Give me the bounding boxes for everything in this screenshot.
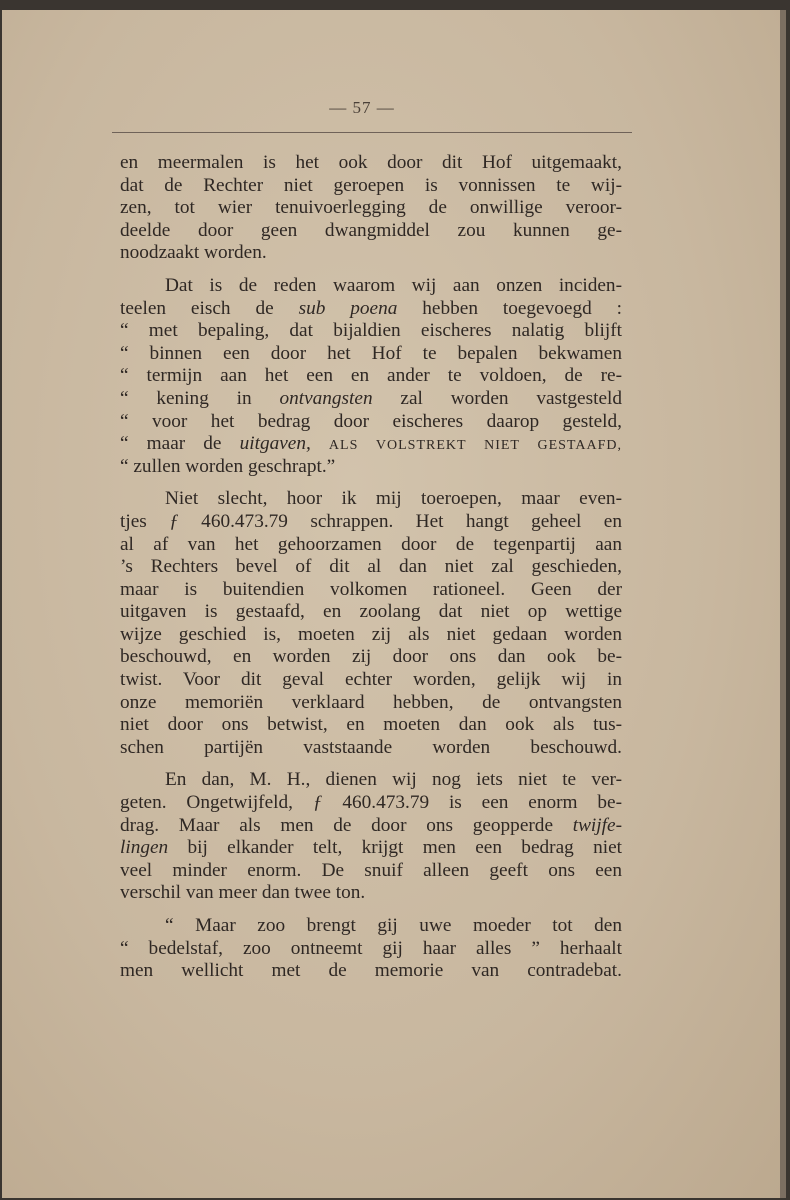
text-line: tjes ƒ 460.473.79 schrappen. Het hangt geheel en bbox=[120, 510, 622, 532]
text-line: Niet slecht, hoor ik mij toeroepen, maar even- bbox=[165, 488, 622, 510]
text-line: “ kening in ontvangsten zal worden vastgesteld bbox=[120, 387, 622, 409]
text-line: noodzaakt worden. bbox=[120, 242, 267, 264]
text-line: maar is buitendien volkomen rationeel. Geen der bbox=[120, 578, 622, 600]
text-line: drag. Maar als men de door ons geopperde twijfe- bbox=[120, 814, 622, 836]
header-rule bbox=[112, 132, 632, 133]
paragraph-1 bbox=[120, 152, 622, 265]
text-line: uitgaven is gestaafd, en zoolang dat niet op wettige bbox=[120, 601, 622, 623]
paragraph-5 bbox=[120, 915, 622, 983]
book-page bbox=[2, 10, 786, 1198]
text-line: “ maar de uitgaven, ALS VOLSTREKT NIET GESTAAFD, bbox=[120, 433, 622, 455]
paragraph-2 bbox=[120, 275, 622, 478]
text-line: En dan, M. H., dienen wij nog iets niet te ver- bbox=[165, 769, 622, 791]
text-line: “ binnen een door het Hof te bepalen bekwamen bbox=[120, 342, 622, 364]
text-line: al af van het gehoorzamen door de tegenpartij aan bbox=[120, 533, 622, 555]
text-line: zen, tot wier tenuivoerlegging de onwillige veroor- bbox=[120, 197, 622, 219]
text-line: ’s Rechters bevel of dit al dan niet zal geschieden, bbox=[120, 556, 622, 578]
text-line: “ zullen worden geschrapt.” bbox=[120, 455, 336, 477]
paragraph-3 bbox=[120, 488, 622, 759]
text-line: teelen eisch de sub poena hebben toegevoegd : bbox=[120, 297, 622, 319]
text-line: en meermalen is het ook door dit Hof uitgemaakt, bbox=[120, 152, 622, 173]
text-line: schen partijën vaststaande worden beschouwd. bbox=[120, 736, 622, 758]
text-line: lingen bij elkander telt, krijgt men een bedrag niet bbox=[120, 837, 622, 859]
text-line: Dat is de reden waarom wij aan onzen inciden- bbox=[165, 274, 622, 296]
text-line: “ voor het bedrag door eischeres daarop gesteld, bbox=[120, 410, 622, 432]
text-line: “ Maar zoo brengt gij uwe moeder tot den bbox=[165, 915, 622, 936]
text-line: wijze geschied is, moeten zij als niet gedaan worden bbox=[120, 623, 622, 645]
text-line: beschouwd, en worden zij door ons dan ook be- bbox=[120, 646, 622, 668]
text-line: deelde door geen dwangmiddel zou kunnen ge- bbox=[120, 219, 622, 241]
text-line: twist. Voor dit geval echter worden, gelijk wij in bbox=[120, 669, 622, 691]
text-line: men wellicht met de memorie van contradebat. bbox=[120, 960, 622, 982]
body-text bbox=[120, 152, 622, 983]
text-line: niet door ons betwist, en moeten dan ook als tus- bbox=[120, 714, 622, 736]
paragraph-4 bbox=[120, 769, 622, 905]
text-line: verschil van meer dan twee ton. bbox=[120, 882, 366, 904]
text-line: onze memoriën verklaard hebben, de ontvangsten bbox=[120, 691, 622, 713]
text-line: “ bedelstaf, zoo ontneemt gij haar alles ” herhaalt bbox=[120, 937, 622, 959]
text-line: “ termijn aan het een en ander te voldoen, de re- bbox=[120, 365, 622, 387]
page-number: — 57 — bbox=[329, 98, 395, 117]
text-line: geten. Ongetwijfeld, ƒ 460.473.79 is een enorm be- bbox=[120, 792, 622, 814]
text-line: dat de Rechter niet geroepen is vonnissen te wij- bbox=[120, 174, 622, 196]
text-line: veel minder enorm. De snuif alleen geeft ons een bbox=[120, 859, 622, 881]
text-line: “ met bepaling, dat bijaldien eischeres nalatig blijft bbox=[120, 320, 622, 342]
